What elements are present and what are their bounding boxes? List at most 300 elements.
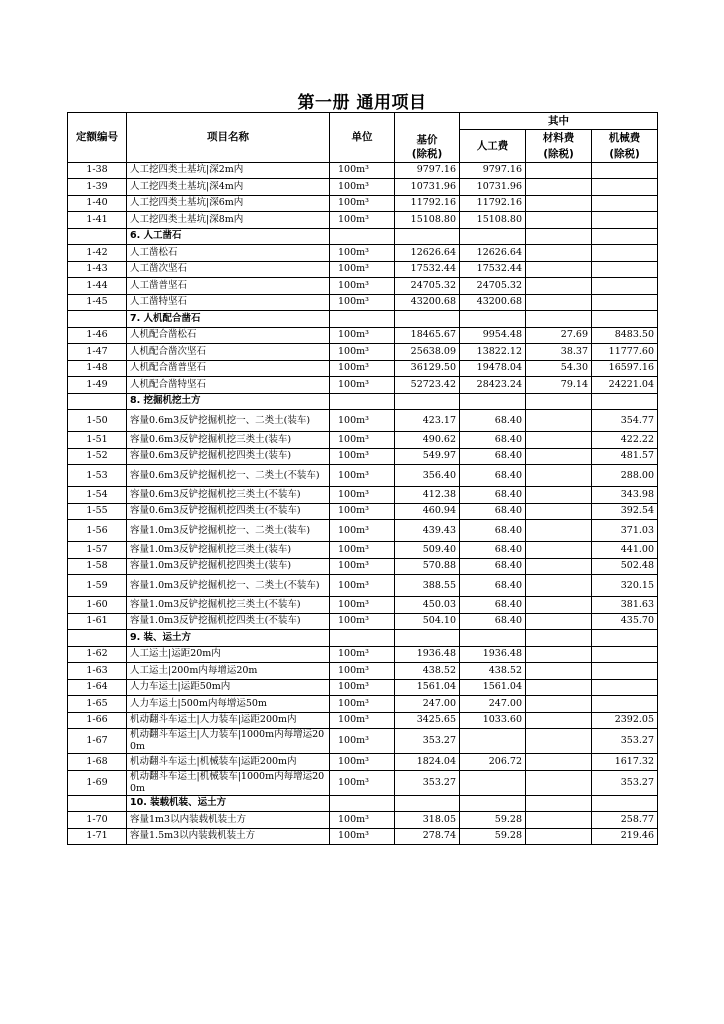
col-header-material-note: (除税)	[526, 146, 592, 163]
cell-name: 容量1.0m3反铲挖掘机挖三类土(装车)	[127, 542, 330, 559]
cell-material	[526, 770, 592, 795]
cell-unit: 100m³	[330, 261, 395, 278]
cell-base-price: 1936.48	[395, 646, 460, 663]
cell-material	[526, 162, 592, 179]
cell-material	[526, 432, 592, 449]
cell-material	[526, 393, 592, 410]
cell-labor: 206.72	[460, 754, 526, 771]
cell-material	[526, 503, 592, 520]
section-row	[68, 311, 658, 328]
cell-base-price: 353.27	[395, 729, 460, 754]
cell-base-price: 9797.16	[395, 162, 460, 179]
cell-code: 1-54	[68, 487, 127, 504]
cell-base-price: 504.10	[395, 613, 460, 630]
cell-base-price: 353.27	[395, 770, 460, 795]
cell-base-price: 570.88	[395, 558, 460, 575]
cell-labor: 68.40	[460, 432, 526, 449]
section-row	[68, 795, 658, 812]
cell-name: 人工挖四类土基坑|深6m内	[127, 195, 330, 212]
section-title: 10. 装载机装、运土方	[127, 795, 330, 812]
section-title: 8. 挖掘机挖土方	[127, 393, 330, 410]
cell-material: 27.69	[526, 327, 592, 344]
table-row	[68, 812, 658, 829]
cell-machine: 371.03	[592, 520, 658, 542]
cell-material	[526, 294, 592, 311]
cell-base-price: 11792.16	[395, 195, 460, 212]
cell-base-price: 24705.32	[395, 278, 460, 295]
table-row	[68, 465, 658, 487]
cell-base-price: 490.62	[395, 432, 460, 449]
cell-labor: 68.40	[460, 503, 526, 520]
cell-base-price: 388.55	[395, 575, 460, 597]
cell-machine: 219.46	[592, 828, 658, 845]
cell-unit	[330, 311, 395, 328]
cell-unit: 100m³	[330, 503, 395, 520]
cell-code	[68, 393, 127, 410]
cell-unit: 100m³	[330, 278, 395, 295]
table-row	[68, 410, 658, 432]
cell-name: 容量0.6m3反铲挖掘机挖一、二类土(不装车)	[127, 465, 330, 487]
table-row	[68, 261, 658, 278]
table-row	[68, 294, 658, 311]
cell-base	[395, 311, 460, 328]
section-row	[68, 630, 658, 647]
cell-code: 1-66	[68, 712, 127, 729]
cell-labor: 12626.64	[460, 245, 526, 262]
cell-labor: 68.40	[460, 542, 526, 559]
col-header-name: 项目名称	[127, 113, 330, 163]
cell-code	[68, 228, 127, 245]
col-header-base-price: 基价	[395, 113, 460, 146]
cell-base-price: 278.74	[395, 828, 460, 845]
cell-base-price: 356.40	[395, 465, 460, 487]
table-row	[68, 679, 658, 696]
cell-labor: 68.40	[460, 575, 526, 597]
cell-material	[526, 261, 592, 278]
cell-unit: 100m³	[330, 360, 395, 377]
cell-code: 1-53	[68, 465, 127, 487]
cell-machine	[592, 795, 658, 812]
table-row	[68, 729, 658, 754]
cell-unit: 100m³	[330, 344, 395, 361]
cell-code: 1-59	[68, 575, 127, 597]
cell-labor: 247.00	[460, 696, 526, 713]
cell-name: 容量1.0m3反铲挖掘机挖一、二类土(不装车)	[127, 575, 330, 597]
cell-labor: 1033.60	[460, 712, 526, 729]
cell-name: 人机配合凿松石	[127, 327, 330, 344]
cell-machine: 258.77	[592, 812, 658, 829]
cell-name: 容量1.0m3反铲挖掘机挖三类土(不装车)	[127, 597, 330, 614]
cell-labor: 28423.24	[460, 377, 526, 394]
cell-code: 1-68	[68, 754, 127, 771]
cell-code: 1-56	[68, 520, 127, 542]
table-row	[68, 212, 658, 229]
cell-machine: 353.27	[592, 729, 658, 754]
cell-unit: 100m³	[330, 448, 395, 465]
cell-labor: 15108.80	[460, 212, 526, 229]
table-row	[68, 179, 658, 196]
cell-machine: 11777.60	[592, 344, 658, 361]
cell-labor	[460, 311, 526, 328]
cell-code: 1-69	[68, 770, 127, 795]
cell-base-price: 15108.80	[395, 212, 460, 229]
cell-unit: 100m³	[330, 327, 395, 344]
cell-code	[68, 795, 127, 812]
cell-machine	[592, 162, 658, 179]
cell-labor: 68.40	[460, 410, 526, 432]
table-row	[68, 542, 658, 559]
cell-material	[526, 558, 592, 575]
cell-name: 机动翻斗车运土|人力装车|1000m内每增运200m	[127, 729, 330, 754]
cell-code: 1-67	[68, 729, 127, 754]
cell-base	[395, 393, 460, 410]
cell-base-price: 1561.04	[395, 679, 460, 696]
table-row	[68, 613, 658, 630]
cell-name: 人力车运土|500m内每增运50m	[127, 696, 330, 713]
cell-unit: 100m³	[330, 558, 395, 575]
cell-machine: 422.22	[592, 432, 658, 449]
cell-material	[526, 195, 592, 212]
cell-labor: 19478.04	[460, 360, 526, 377]
cell-code: 1-44	[68, 278, 127, 295]
cell-labor: 68.40	[460, 613, 526, 630]
cell-labor: 43200.68	[460, 294, 526, 311]
cell-labor: 17532.44	[460, 261, 526, 278]
cell-unit: 100m³	[330, 770, 395, 795]
cell-unit: 100m³	[330, 696, 395, 713]
cell-labor: 59.28	[460, 812, 526, 829]
section-title: 6. 人工凿石	[127, 228, 330, 245]
table-row	[68, 360, 658, 377]
cell-name: 人力车运土|运距50m内	[127, 679, 330, 696]
cell-name: 容量0.6m3反铲挖掘机挖四类土(装车)	[127, 448, 330, 465]
cell-name: 人工运土|200m内每增运20m	[127, 663, 330, 680]
table-row	[68, 327, 658, 344]
cell-code: 1-42	[68, 245, 127, 262]
table-row	[68, 828, 658, 845]
cell-base-price: 10731.96	[395, 179, 460, 196]
cell-unit: 100m³	[330, 712, 395, 729]
section-title: 7. 人机配合凿石	[127, 311, 330, 328]
cell-base-price: 509.40	[395, 542, 460, 559]
page-title: 第一册 通用项目	[297, 93, 427, 113]
cell-name: 容量0.6m3反铲挖掘机挖三类土(不装车)	[127, 487, 330, 504]
cell-labor: 1936.48	[460, 646, 526, 663]
cell-name: 容量0.6m3反铲挖掘机挖一、二类土(装车)	[127, 410, 330, 432]
cell-material	[526, 228, 592, 245]
col-header-code: 定额编号	[68, 113, 127, 163]
cell-material: 38.37	[526, 344, 592, 361]
cell-material	[526, 729, 592, 754]
cell-machine: 16597.16	[592, 360, 658, 377]
table-row	[68, 448, 658, 465]
section-row	[68, 228, 658, 245]
cell-unit	[330, 630, 395, 647]
cell-material	[526, 795, 592, 812]
cell-unit: 100m³	[330, 432, 395, 449]
table-row	[68, 432, 658, 449]
table-row	[68, 245, 658, 262]
cell-code: 1-57	[68, 542, 127, 559]
cell-code: 1-70	[68, 812, 127, 829]
cell-labor: 68.40	[460, 465, 526, 487]
cell-unit: 100m³	[330, 646, 395, 663]
cell-machine: 392.54	[592, 503, 658, 520]
cell-material	[526, 679, 592, 696]
cell-material	[526, 487, 592, 504]
cell-code	[68, 311, 127, 328]
cell-code: 1-65	[68, 696, 127, 713]
cell-material	[526, 646, 592, 663]
cell-labor	[460, 630, 526, 647]
cell-material: 54.30	[526, 360, 592, 377]
cell-code: 1-46	[68, 327, 127, 344]
cell-labor: 68.40	[460, 487, 526, 504]
cell-base-price: 3425.65	[395, 712, 460, 729]
cell-code: 1-58	[68, 558, 127, 575]
cell-base-price: 412.38	[395, 487, 460, 504]
cell-base-price: 549.97	[395, 448, 460, 465]
cell-name: 容量1m3以内装载机装土方	[127, 812, 330, 829]
cell-code: 1-50	[68, 410, 127, 432]
cell-unit: 100m³	[330, 410, 395, 432]
cell-base	[395, 228, 460, 245]
cell-machine	[592, 245, 658, 262]
cell-machine	[592, 278, 658, 295]
cell-base-price: 25638.09	[395, 344, 460, 361]
cell-material	[526, 812, 592, 829]
table-row	[68, 754, 658, 771]
cell-code: 1-61	[68, 613, 127, 630]
cell-name: 容量0.6m3反铲挖掘机挖四类土(不装车)	[127, 503, 330, 520]
cell-labor: 9954.48	[460, 327, 526, 344]
cell-unit: 100m³	[330, 597, 395, 614]
cell-code: 1-71	[68, 828, 127, 845]
cell-material	[526, 410, 592, 432]
cell-machine: 502.48	[592, 558, 658, 575]
col-header-base-price-note: (除税)	[395, 146, 460, 163]
cell-name: 人机配合凿普坚石	[127, 360, 330, 377]
cell-unit: 100m³	[330, 729, 395, 754]
table-row	[68, 503, 658, 520]
cell-base-price: 318.05	[395, 812, 460, 829]
cell-base-price: 36129.50	[395, 360, 460, 377]
cell-code: 1-40	[68, 195, 127, 212]
cell-unit: 100m³	[330, 828, 395, 845]
cell-code: 1-55	[68, 503, 127, 520]
cell-machine	[592, 179, 658, 196]
cell-name: 容量1.0m3反铲挖掘机挖四类土(装车)	[127, 558, 330, 575]
cell-material	[526, 278, 592, 295]
cell-machine: 353.27	[592, 770, 658, 795]
cell-machine: 441.00	[592, 542, 658, 559]
cell-labor: 24705.32	[460, 278, 526, 295]
cell-material	[526, 712, 592, 729]
cell-machine: 8483.50	[592, 327, 658, 344]
cell-labor	[460, 729, 526, 754]
cell-unit: 100m³	[330, 812, 395, 829]
cell-base-price: 439.43	[395, 520, 460, 542]
cell-base-price: 438.52	[395, 663, 460, 680]
cell-base-price: 450.03	[395, 597, 460, 614]
cell-material	[526, 828, 592, 845]
cell-unit: 100m³	[330, 195, 395, 212]
table-row	[68, 770, 658, 795]
cell-base-price: 52723.42	[395, 377, 460, 394]
cell-base-price: 1824.04	[395, 754, 460, 771]
cell-labor	[460, 795, 526, 812]
cell-unit: 100m³	[330, 245, 395, 262]
cell-base-price: 247.00	[395, 696, 460, 713]
col-header-of-which: 其中	[460, 113, 658, 130]
table-row	[68, 278, 658, 295]
cell-material	[526, 520, 592, 542]
cell-material	[526, 663, 592, 680]
cell-unit: 100m³	[330, 663, 395, 680]
cell-code: 1-48	[68, 360, 127, 377]
section-title: 9. 装、运土方	[127, 630, 330, 647]
cell-base-price: 43200.68	[395, 294, 460, 311]
col-header-unit: 单位	[330, 113, 395, 163]
col-header-material: 材料费	[526, 129, 592, 146]
cell-unit	[330, 795, 395, 812]
table-row	[68, 597, 658, 614]
section-row	[68, 393, 658, 410]
cell-labor: 10731.96	[460, 179, 526, 196]
col-header-machine: 机械费	[592, 129, 658, 146]
cell-material	[526, 311, 592, 328]
cell-material	[526, 630, 592, 647]
quota-table-body	[68, 162, 658, 845]
cell-code: 1-38	[68, 162, 127, 179]
cell-material	[526, 212, 592, 229]
cell-labor: 68.40	[460, 520, 526, 542]
cell-base-price: 12626.64	[395, 245, 460, 262]
cell-material	[526, 613, 592, 630]
cell-base-price: 460.94	[395, 503, 460, 520]
cell-name: 人工挖四类土基坑|深4m内	[127, 179, 330, 196]
table-row	[68, 663, 658, 680]
table-row	[68, 558, 658, 575]
cell-machine: 381.63	[592, 597, 658, 614]
cell-name: 容量1.0m3反铲挖掘机挖四类土(不装车)	[127, 613, 330, 630]
cell-name: 人工凿松石	[127, 245, 330, 262]
cell-code: 1-45	[68, 294, 127, 311]
cell-machine: 288.00	[592, 465, 658, 487]
cell-labor: 11792.16	[460, 195, 526, 212]
cell-machine: 24221.04	[592, 377, 658, 394]
cell-name: 机动翻斗车运土|机械装车|运距200m内	[127, 754, 330, 771]
table-row	[68, 487, 658, 504]
cell-base-price: 423.17	[395, 410, 460, 432]
cell-labor	[460, 228, 526, 245]
cell-name: 人工挖四类土基坑|深8m内	[127, 212, 330, 229]
cell-labor	[460, 770, 526, 795]
cell-base-price: 17532.44	[395, 261, 460, 278]
cell-machine: 481.57	[592, 448, 658, 465]
cell-machine: 354.77	[592, 410, 658, 432]
cell-labor: 68.40	[460, 597, 526, 614]
cell-unit: 100m³	[330, 679, 395, 696]
cell-unit: 100m³	[330, 487, 395, 504]
cell-machine: 435.70	[592, 613, 658, 630]
cell-name: 人工运土|运距20m内	[127, 646, 330, 663]
cell-code: 1-60	[68, 597, 127, 614]
cell-machine	[592, 646, 658, 663]
cell-unit	[330, 393, 395, 410]
cell-code: 1-63	[68, 663, 127, 680]
cell-labor: 13822.12	[460, 344, 526, 361]
cell-labor: 68.40	[460, 558, 526, 575]
table-row	[68, 377, 658, 394]
cell-name: 人工挖四类土基坑|深2m内	[127, 162, 330, 179]
cell-machine	[592, 630, 658, 647]
cell-material	[526, 448, 592, 465]
cell-code: 1-52	[68, 448, 127, 465]
cell-machine	[592, 261, 658, 278]
cell-material	[526, 754, 592, 771]
cell-unit: 100m³	[330, 377, 395, 394]
table-row	[68, 712, 658, 729]
cell-code: 1-64	[68, 679, 127, 696]
cell-machine: 320.15	[592, 575, 658, 597]
cell-labor: 59.28	[460, 828, 526, 845]
cell-base	[395, 795, 460, 812]
cell-name: 容量1.5m3以内装载机装土方	[127, 828, 330, 845]
cell-unit: 100m³	[330, 575, 395, 597]
table-row	[68, 195, 658, 212]
cell-code: 1-43	[68, 261, 127, 278]
cell-labor: 438.52	[460, 663, 526, 680]
cell-name: 容量0.6m3反铲挖掘机挖三类土(装车)	[127, 432, 330, 449]
table-row	[68, 646, 658, 663]
quota-table	[67, 112, 658, 845]
cell-unit: 100m³	[330, 542, 395, 559]
cell-name: 人机配合凿次坚石	[127, 344, 330, 361]
col-header-machine-note: (除税)	[592, 146, 658, 163]
cell-unit: 100m³	[330, 613, 395, 630]
cell-code: 1-62	[68, 646, 127, 663]
cell-code	[68, 630, 127, 647]
cell-unit: 100m³	[330, 465, 395, 487]
cell-unit: 100m³	[330, 212, 395, 229]
cell-code: 1-39	[68, 179, 127, 196]
table-row	[68, 344, 658, 361]
table-row	[68, 520, 658, 542]
cell-machine	[592, 212, 658, 229]
cell-name: 人工凿次坚石	[127, 261, 330, 278]
cell-material	[526, 465, 592, 487]
cell-machine	[592, 696, 658, 713]
cell-code: 1-51	[68, 432, 127, 449]
cell-material	[526, 179, 592, 196]
col-header-labor: 人工费	[460, 129, 526, 162]
cell-material	[526, 542, 592, 559]
table-row	[68, 696, 658, 713]
cell-name: 人机配合凿特坚石	[127, 377, 330, 394]
cell-labor	[460, 393, 526, 410]
cell-material: 79.14	[526, 377, 592, 394]
cell-code: 1-41	[68, 212, 127, 229]
table-row	[68, 162, 658, 179]
cell-machine: 1617.32	[592, 754, 658, 771]
cell-material	[526, 696, 592, 713]
cell-material	[526, 597, 592, 614]
cell-name: 人工凿特坚石	[127, 294, 330, 311]
cell-name: 容量1.0m3反铲挖掘机挖一、二类土(装车)	[127, 520, 330, 542]
cell-unit: 100m³	[330, 294, 395, 311]
cell-name: 机动翻斗车运土|人力装车|运距200m内	[127, 712, 330, 729]
